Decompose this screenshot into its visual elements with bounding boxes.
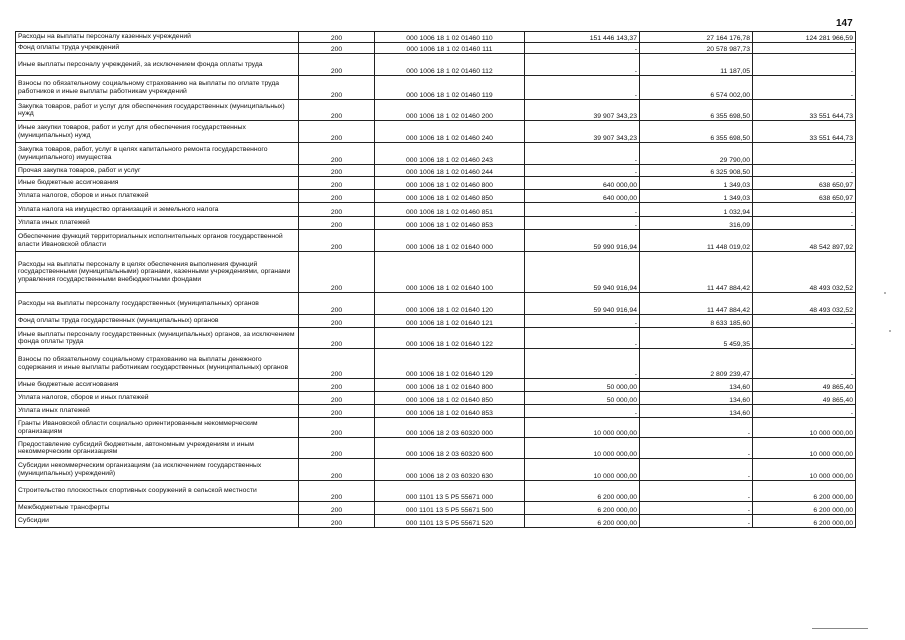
row-kbk: 000 1101 13 5 P5 55671 520 [375, 515, 525, 528]
table-row [16, 293, 856, 315]
row-plan: 151 446 143,37 [525, 32, 640, 43]
row-code: 200 [299, 379, 375, 392]
row-rest: - [753, 165, 856, 177]
row-rest: - [753, 405, 856, 418]
scan-speck [889, 330, 891, 332]
table-row [16, 405, 856, 418]
row-rest: 48 493 032,52 [753, 293, 856, 315]
row-kbk: 000 1006 18 2 03 60320 600 [375, 438, 525, 459]
row-plan: - [525, 43, 640, 54]
table-row [16, 252, 856, 293]
row-name: Межбюджетные трансферты [16, 502, 299, 515]
row-plan: - [525, 54, 640, 76]
row-code: 200 [299, 43, 375, 54]
table-row [16, 190, 856, 203]
row-exec: 11 448 019,02 [640, 230, 753, 252]
row-plan: 50 000,00 [525, 392, 640, 405]
table-row [16, 76, 856, 100]
row-plan: 59 940 916,94 [525, 293, 640, 315]
row-plan: - [525, 76, 640, 100]
table-row [16, 230, 856, 252]
budget-execution-table [15, 31, 856, 528]
table-body [16, 32, 856, 528]
row-kbk: 000 1101 13 5 P5 55671 000 [375, 481, 525, 502]
row-rest: 10 000 000,00 [753, 459, 856, 481]
row-kbk: 000 1006 18 1 02 01460 240 [375, 121, 525, 143]
row-exec: 2 809 239,47 [640, 349, 753, 379]
row-kbk: 000 1006 18 2 03 60320 630 [375, 459, 525, 481]
row-exec: 29 790,00 [640, 143, 753, 165]
row-kbk: 000 1006 18 1 02 01640 120 [375, 293, 525, 315]
table-row [16, 481, 856, 502]
row-kbk: 000 1006 18 2 03 60320 000 [375, 418, 525, 438]
row-exec: - [640, 438, 753, 459]
row-kbk: 000 1006 18 1 02 01640 121 [375, 315, 525, 328]
row-kbk: 000 1006 18 1 02 01460 800 [375, 177, 525, 190]
table-row [16, 43, 856, 54]
table-row [16, 54, 856, 76]
row-kbk: 000 1006 18 1 02 01460 850 [375, 190, 525, 203]
row-rest: 6 200 000,00 [753, 515, 856, 528]
row-rest: - [753, 217, 856, 230]
row-rest: 10 000 000,00 [753, 418, 856, 438]
row-exec: 1 349,03 [640, 177, 753, 190]
row-exec: - [640, 459, 753, 481]
table-row [16, 32, 856, 43]
row-exec: 6 574 002,00 [640, 76, 753, 100]
row-name: Уплата налогов, сборов и иных платежей [16, 392, 299, 405]
row-code: 200 [299, 230, 375, 252]
row-name: Закупка товаров, работ и услуг для обеспечения государственных (муниципальных) нужд [16, 100, 299, 121]
row-rest: - [753, 203, 856, 217]
row-kbk: 000 1006 18 1 02 01640 853 [375, 405, 525, 418]
row-exec: - [640, 502, 753, 515]
row-exec: 11 447 884,42 [640, 293, 753, 315]
table-row [16, 177, 856, 190]
row-exec: 134,60 [640, 392, 753, 405]
row-rest: - [753, 349, 856, 379]
row-plan: 39 907 343,23 [525, 100, 640, 121]
row-kbk: 000 1006 18 1 02 01640 000 [375, 230, 525, 252]
row-kbk: 000 1101 13 5 P5 55671 500 [375, 502, 525, 515]
row-plan: 10 000 000,00 [525, 418, 640, 438]
row-kbk: 000 1006 18 1 02 01460 119 [375, 76, 525, 100]
row-code: 200 [299, 515, 375, 528]
row-plan: - [525, 328, 640, 349]
row-rest: 638 650,97 [753, 177, 856, 190]
row-code: 200 [299, 177, 375, 190]
row-code: 200 [299, 165, 375, 177]
row-name: Иные бюджетные ассигнования [16, 379, 299, 392]
row-kbk: 000 1006 18 1 02 01640 800 [375, 379, 525, 392]
row-code: 200 [299, 438, 375, 459]
row-code: 200 [299, 349, 375, 379]
row-name: Иные выплаты персоналу государственных (муниципальных) органов, за исключением фонда оплаты труда [16, 328, 299, 349]
row-plan: 640 000,00 [525, 190, 640, 203]
row-exec: 11 447 884,42 [640, 252, 753, 293]
row-name: Строительство плоскостных спортивных сооружений в сельской местности [16, 481, 299, 502]
row-name: Субсидии некоммерческим организациям (за исключением государственных (муниципальных) учреждений) [16, 459, 299, 481]
row-kbk: 000 1006 18 1 02 01640 100 [375, 252, 525, 293]
row-code: 200 [299, 502, 375, 515]
row-name: Иные бюджетные ассигнования [16, 177, 299, 190]
row-exec: 316,09 [640, 217, 753, 230]
row-exec: 6 325 908,50 [640, 165, 753, 177]
row-name: Расходы на выплаты персоналу казенных учреждений [16, 32, 299, 43]
row-name: Уплата налогов, сборов и иных платежей [16, 190, 299, 203]
row-plan: 50 000,00 [525, 379, 640, 392]
row-code: 200 [299, 252, 375, 293]
page-number: 147 [836, 18, 853, 29]
row-kbk: 000 1006 18 1 02 01640 850 [375, 392, 525, 405]
row-name: Расходы на выплаты персоналу в целях обеспечения выполнения функций государственными (муниципальными) органами, казенными учреждениями, органами управления государственными внебюджетными фондами [16, 252, 299, 293]
row-plan: 10 000 000,00 [525, 438, 640, 459]
table-row [16, 165, 856, 177]
row-plan: 6 200 000,00 [525, 515, 640, 528]
row-name: Иные закупки товаров, работ и услуг для обеспечения государственных (муниципальных) нужд [16, 121, 299, 143]
row-exec: 27 164 176,78 [640, 32, 753, 43]
row-plan: 39 907 343,23 [525, 121, 640, 143]
row-exec: - [640, 481, 753, 502]
table-row [16, 100, 856, 121]
row-exec: 20 578 987,73 [640, 43, 753, 54]
scan-speck [884, 292, 886, 294]
row-exec: - [640, 515, 753, 528]
row-name: Субсидии [16, 515, 299, 528]
row-plan: - [525, 315, 640, 328]
row-code: 200 [299, 418, 375, 438]
row-rest: 33 551 644,73 [753, 121, 856, 143]
row-rest: 124 281 966,59 [753, 32, 856, 43]
row-name: Прочая закупка товаров, работ и услуг [16, 165, 299, 177]
row-name: Фонд оплаты труда государственных (муниципальных) органов [16, 315, 299, 328]
row-rest: - [753, 43, 856, 54]
row-code: 200 [299, 100, 375, 121]
row-code: 200 [299, 459, 375, 481]
table-row [16, 217, 856, 230]
row-exec: 134,60 [640, 379, 753, 392]
row-exec: 6 355 698,50 [640, 121, 753, 143]
row-rest: 33 551 644,73 [753, 100, 856, 121]
row-kbk: 000 1006 18 1 02 01460 853 [375, 217, 525, 230]
row-code: 200 [299, 190, 375, 203]
table-row [16, 315, 856, 328]
table-row [16, 459, 856, 481]
row-plan: - [525, 165, 640, 177]
row-plan: 6 200 000,00 [525, 481, 640, 502]
row-rest: 49 865,40 [753, 379, 856, 392]
row-name: Взносы по обязательному социальному страхованию на выплаты денежного содержания и иные выплаты работникам государственных (муниципальных) органов [16, 349, 299, 379]
row-name: Уплата иных платежей [16, 405, 299, 418]
row-code: 200 [299, 315, 375, 328]
row-plan: - [525, 349, 640, 379]
table-row [16, 328, 856, 349]
table-row [16, 502, 856, 515]
row-name: Взносы по обязательному социальному страхованию на выплаты по оплате труда работников и иные выплаты работникам учреждений [16, 76, 299, 100]
row-code: 200 [299, 54, 375, 76]
row-kbk: 000 1006 18 1 02 01460 110 [375, 32, 525, 43]
row-name: Уплата иных платежей [16, 217, 299, 230]
row-plan: 6 200 000,00 [525, 502, 640, 515]
table-row [16, 349, 856, 379]
table-row [16, 379, 856, 392]
row-plan: 59 990 916,94 [525, 230, 640, 252]
table-row [16, 143, 856, 165]
row-kbk: 000 1006 18 1 02 01460 244 [375, 165, 525, 177]
row-code: 200 [299, 328, 375, 349]
scan-mark [812, 628, 868, 629]
row-rest: 638 650,97 [753, 190, 856, 203]
row-plan: - [525, 143, 640, 165]
row-exec: 8 633 185,60 [640, 315, 753, 328]
row-plan: - [525, 405, 640, 418]
row-kbk: 000 1006 18 1 02 01640 122 [375, 328, 525, 349]
row-exec: 134,60 [640, 405, 753, 418]
row-code: 200 [299, 32, 375, 43]
row-plan: - [525, 217, 640, 230]
row-name: Уплата налога на имущество организаций и земельного налога [16, 203, 299, 217]
row-code: 200 [299, 293, 375, 315]
row-kbk: 000 1006 18 1 02 01460 243 [375, 143, 525, 165]
row-kbk: 000 1006 18 1 02 01460 112 [375, 54, 525, 76]
row-exec: 11 187,05 [640, 54, 753, 76]
row-exec: 6 355 698,50 [640, 100, 753, 121]
row-code: 200 [299, 405, 375, 418]
row-exec: - [640, 418, 753, 438]
row-rest: 10 000 000,00 [753, 438, 856, 459]
row-name: Предоставление субсидий бюджетным, автономным учреждениям и иным некоммерческим организациям [16, 438, 299, 459]
row-plan: 59 940 916,94 [525, 252, 640, 293]
row-name: Закупка товаров, работ, услуг в целях капитального ремонта государственного (муниципального) имущества [16, 143, 299, 165]
row-plan: 10 000 000,00 [525, 459, 640, 481]
row-rest: - [753, 328, 856, 349]
row-rest: 48 493 032,52 [753, 252, 856, 293]
table-row [16, 515, 856, 528]
row-name: Иные выплаты персоналу учреждений, за исключением фонда оплаты труда [16, 54, 299, 76]
row-kbk: 000 1006 18 1 02 01640 129 [375, 349, 525, 379]
row-rest: 6 200 000,00 [753, 481, 856, 502]
row-name: Фонд оплаты труда учреждений [16, 43, 299, 54]
row-code: 200 [299, 217, 375, 230]
row-kbk: 000 1006 18 1 02 01460 851 [375, 203, 525, 217]
row-code: 200 [299, 392, 375, 405]
row-code: 200 [299, 203, 375, 217]
row-rest: - [753, 76, 856, 100]
row-code: 200 [299, 76, 375, 100]
row-rest: - [753, 54, 856, 76]
row-plan: - [525, 203, 640, 217]
row-code: 200 [299, 121, 375, 143]
row-rest: - [753, 315, 856, 328]
row-exec: 1 349,03 [640, 190, 753, 203]
row-code: 200 [299, 481, 375, 502]
row-rest: 49 865,40 [753, 392, 856, 405]
table-row [16, 438, 856, 459]
row-exec: 1 032,94 [640, 203, 753, 217]
row-name: Гранты Ивановской области социально ориентированным некоммерческим организациям [16, 418, 299, 438]
row-name: Расходы на выплаты персоналу государственных (муниципальных) органов [16, 293, 299, 315]
row-exec: 5 459,35 [640, 328, 753, 349]
row-name: Обеспечение функций территориальных исполнительных органов государственной власти Ивановской области [16, 230, 299, 252]
table-row [16, 203, 856, 217]
table-row [16, 418, 856, 438]
row-rest: - [753, 143, 856, 165]
row-rest: 6 200 000,00 [753, 502, 856, 515]
row-plan: 640 000,00 [525, 177, 640, 190]
table-row [16, 392, 856, 405]
row-code: 200 [299, 143, 375, 165]
row-kbk: 000 1006 18 1 02 01460 200 [375, 100, 525, 121]
row-kbk: 000 1006 18 1 02 01460 111 [375, 43, 525, 54]
table-row [16, 121, 856, 143]
row-rest: 48 542 897,92 [753, 230, 856, 252]
